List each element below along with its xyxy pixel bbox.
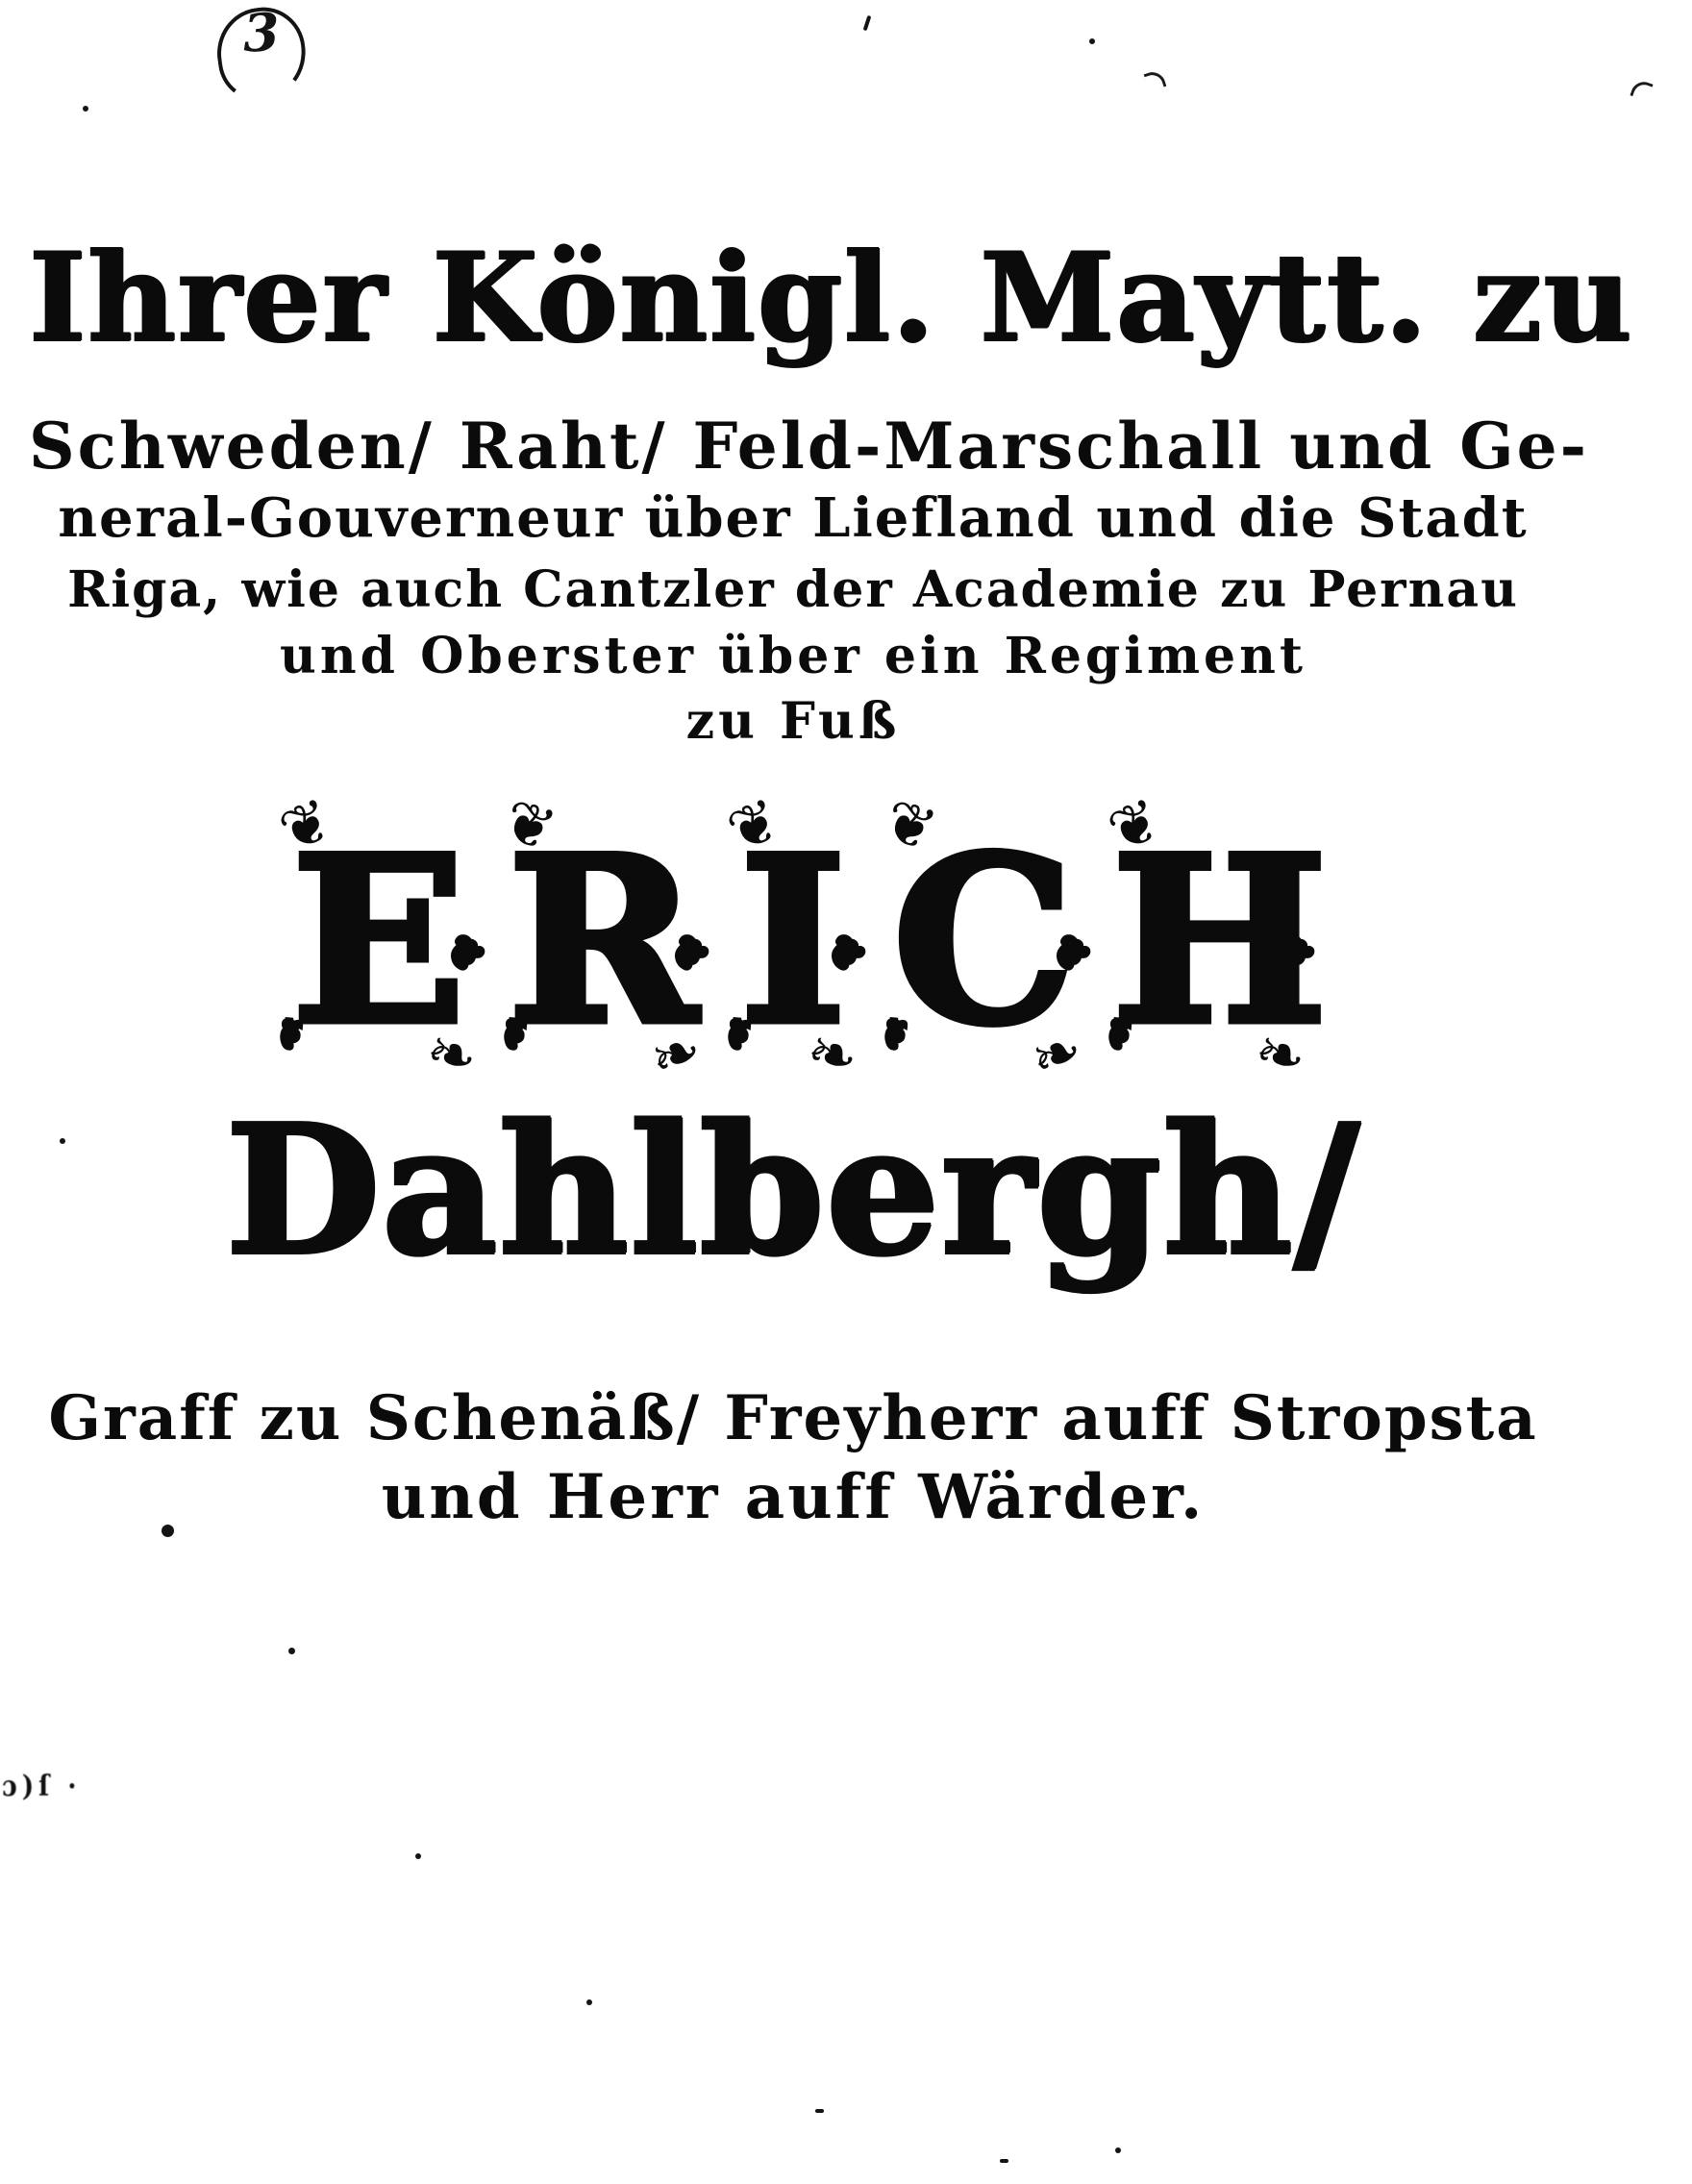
ink-speck xyxy=(1115,2147,1121,2153)
subtitle-line-1: Schweden/ Raht/ Feld-Marschall und Ge- xyxy=(29,409,1590,484)
initial-letter: ❧ ❦ H ❦ xyxy=(1111,800,1304,1083)
headline-royal-title: Ihrer Königl. Maytt. zu xyxy=(29,227,1633,369)
subtitle-line-5: zu Fuß xyxy=(685,692,901,751)
ink-speck xyxy=(288,1648,295,1654)
initial-letter: ❧ ❦ E ❦ xyxy=(283,800,475,1083)
honorific-line-1: Graff zu Schenäß/ Freyherr auff Stropsta xyxy=(48,1382,1538,1454)
ink-speck xyxy=(863,15,872,31)
initial-letter: ❧ ❦ C ❦ xyxy=(887,800,1080,1083)
ornate-initial-h xyxy=(1111,800,1329,1083)
ink-speck xyxy=(1089,38,1095,44)
handwritten-page-number: 3 xyxy=(241,1,281,64)
subtitle-line-4: und Oberster über ein Regiment xyxy=(280,627,1306,685)
ink-speck xyxy=(415,1853,421,1859)
ink-speck xyxy=(815,2109,824,2113)
ink-speck xyxy=(1000,2159,1008,2163)
ink-speck xyxy=(83,106,88,112)
initial-letter: ❧ ❦ I ❦ xyxy=(731,800,856,1083)
surname-line: Dahlbergh/ xyxy=(225,1085,1361,1295)
ink-speck xyxy=(60,1138,65,1144)
margin-smudge-fragment: ɔ)ſ · xyxy=(2,1770,82,1804)
handwritten-page-number-circle xyxy=(212,2,311,106)
subtitle-line-3: Riga, wie auch Cantzler der Academie zu Pernau xyxy=(67,560,1519,619)
ornate-initials-row xyxy=(29,800,1557,1083)
ink-squiggle xyxy=(1630,78,1653,101)
ink-squiggle xyxy=(1144,69,1167,92)
subtitle-line-2: neral-Gouverneur über Liefland und die Stadt xyxy=(58,486,1529,550)
ink-speck xyxy=(162,1525,174,1537)
ink-speck xyxy=(586,1999,592,2005)
honorific-line-2: und Herr auff Wärder. xyxy=(381,1461,1206,1533)
initial-letter: ❧ ❦ R ❦ xyxy=(507,800,699,1083)
